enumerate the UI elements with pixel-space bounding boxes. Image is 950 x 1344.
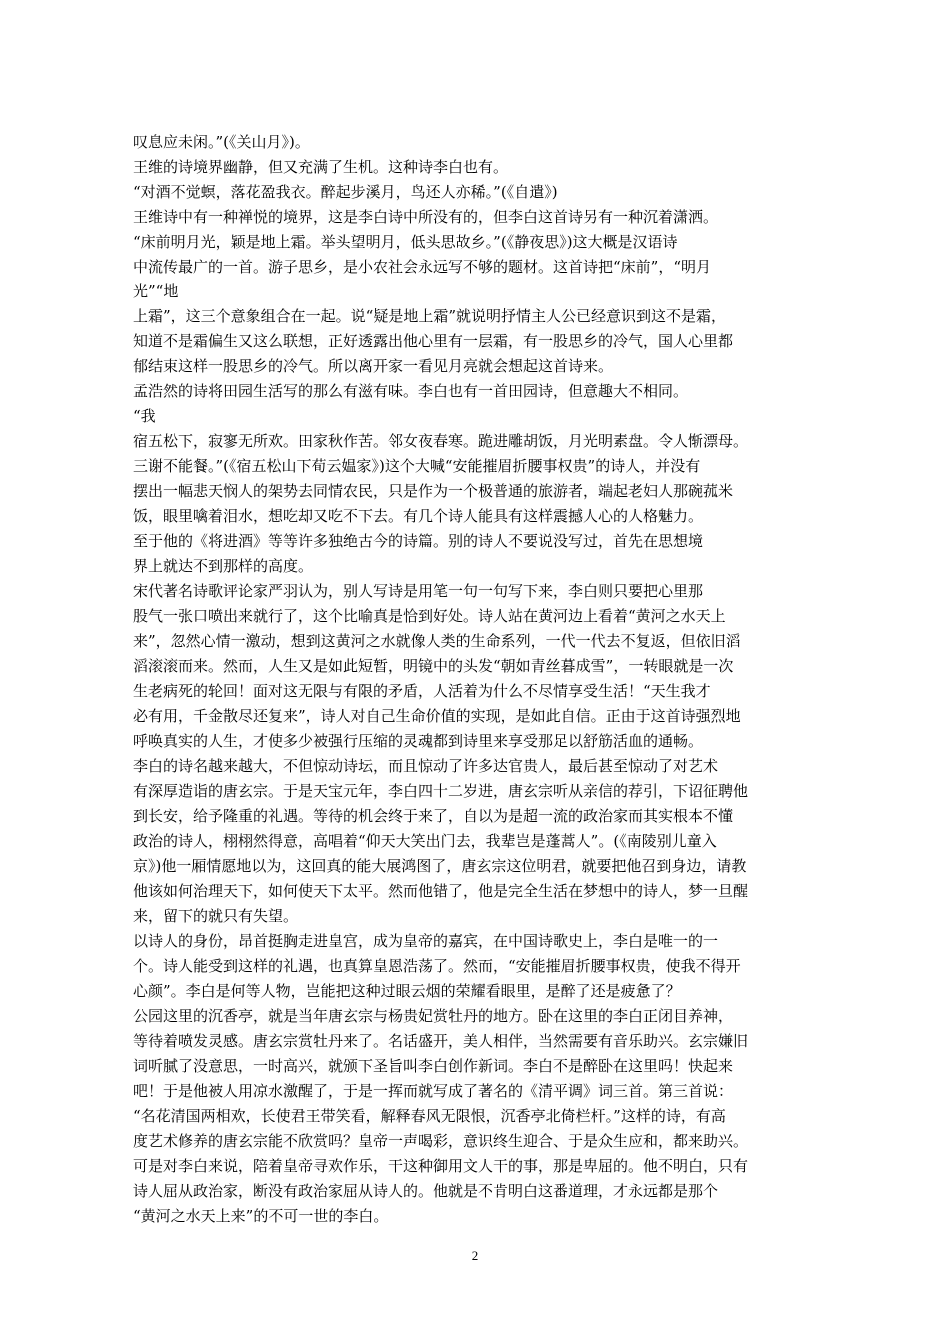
text-line: 等待着喷发灵感。唐玄宗赏牡丹来了。名话盛开，美人相伴，当然需要有音乐助兴。玄宗嫌旧: [133, 1032, 749, 1050]
text-line: 宿五松下，寂寥无所欢。田家秋作苦。邻女夜春寒。跪进雕胡饭，月光明素盘。令人惭漂母。: [133, 432, 749, 450]
page-number: 2: [471, 1248, 479, 1263]
text-line: 度艺术修养的唐玄宗能不欣赏吗？皇帝一声喝彩，意识终生迎合、于是众生应和，都来助兴。: [133, 1132, 749, 1150]
text-line: 股气一张口喷出来就行了，这个比喻真是恰到好处。诗人站在黄河边上看着“黄河之水天上: [133, 607, 726, 625]
text-line: 中流传最广的一首。游子思乡，是小农社会永远写不够的题材。这首诗把“床前”，“明月: [133, 258, 712, 276]
text-line: 叹息应未闲。”(《关山月》)。: [133, 133, 310, 151]
text-line: 心颜”。李白是何等人物，岂能把这种过眼云烟的荣耀看眼里，是醉了还是疲惫了？: [133, 982, 681, 1000]
text-line: 饭，眼里噙着泪水，想吃却又吃不下去。有几个诗人能具有这样震撼人心的人格魅力。: [133, 507, 704, 525]
text-line: “黄河之水天上来”的不可一世的李白。: [133, 1207, 389, 1225]
text-line: “床前明月光，颖是地上霜。举头望明月，低头思故乡。”(《静夜思》)这大概是汉语诗: [133, 233, 678, 251]
text-line: 生老病死的轮回！面对这无限与有限的矛盾，人活着为什么不尽情享受生活！“天生我才: [133, 682, 711, 700]
text-line: 政治的诗人，栩栩然得意，高唱着“仰天大笑出门去，我辈岂是蓬蒿人”。(《南陵别儿童入: [133, 832, 717, 850]
text-line: 王维的诗境界幽静，但又充满了生机。这种诗李白也有。: [133, 158, 509, 176]
text-line: 上霜”，这三个意象组合在一起。说“疑是地上霜”就说明抒情主人公已经意识到这不是霜，: [133, 307, 727, 325]
text-line: 呼唤真实的人生，才使多少被强行压缩的灵魂都到诗里来享受那足以舒筋活血的通畅。: [133, 732, 704, 750]
text-line: 个。诗人能受到这样的礼遇，也真算皇恩浩荡了。然而，“安能摧眉折腰事权贵，使我不得开: [133, 957, 741, 975]
text-line: 有深厚造诣的唐玄宗。于是天宝元年，李白四十二岁进，唐玄宗听从亲信的荐引，下诏征聘他: [133, 782, 749, 800]
text-line: “对酒不觉螟，落花盈我衣。醉起步溪月，鸟还人亦稀。”(《自遣》): [133, 183, 558, 201]
text-line: 孟浩然的诗将田园生活写的那么有滋有味。李白也有一首田园诗，但意趣大不相同。: [133, 382, 689, 400]
text-line: 公园这里的沉香亭，就是当年唐玄宗与杨贵妃赏牡丹的地方。卧在这里的李白正闭目养神，: [133, 1007, 734, 1025]
text-line: 以诗人的身份，昂首挺胸走进皇宫，成为皇帝的嘉宾，在中国诗歌史上，李白是唯一的一: [133, 932, 719, 950]
text-line: 可是对李白来说，陪着皇帝寻欢作乐，干这种御用文人干的事，那是卑屈的。他不明白，只有: [133, 1157, 749, 1175]
text-line: 郁结束这样一股思乡的冷气。所以离开家一看见月亮就会想起这首诗来。: [133, 357, 614, 375]
text-line: 至于他的《将进酒》等等许多独绝古今的诗篇。别的诗人不要说没写过，首先在思想境: [133, 532, 704, 550]
text-line: 三谢不能餐。”(《宿五松山下荀云媪家》)这个大喊“安能摧眉折腰事权贵”的诗人，并没有: [133, 457, 701, 475]
text-line: 诗人屈从政治家，断没有政治家屈从诗人的。他就是不肯明白这番道理，才永远都是那个: [133, 1182, 719, 1200]
text-line: 来，留下的就只有失望。: [133, 907, 299, 925]
text-line: 词听腻了没意思，一时高兴，就颁下圣旨叫李白创作新词。李白不是醉卧在这里吗！快起来: [133, 1057, 734, 1075]
text-line: 来”，忽然心情一激动，想到这黄河之水就像人类的生命系列，一代一代去不复返，但依旧滔: [133, 632, 741, 650]
text-line: 宋代著名诗歌评论家严羽认为，别人写诗是用笔一句一句写下来，李白则只要把心里那: [133, 582, 704, 600]
text-line: 他该如何治理天下，如何使天下太平。然而他错了，他是完全生活在梦想中的诗人，梦一旦醒: [133, 882, 749, 900]
text-line: “我: [133, 407, 156, 425]
text-line: “名花清国两相欢，长使君王带笑看，解释春风无限恨，沉香亭北倚栏杆。”这样的诗，有高: [133, 1107, 726, 1125]
text-line: 到长安，给予隆重的礼遇。等待的机会终于来了，自以为是超一流的政治家而其实根本不懂: [133, 807, 734, 825]
text-line: 界上就达不到那样的高度。: [133, 557, 314, 575]
text-line: 吧！于是他被人用凉水激醒了，于是一挥而就写成了著名的《清平调》词三首。第三首说：: [133, 1082, 734, 1100]
text-line: 京》)他一厢情愿地以为，这回真的能大展鸿图了，唐玄宗这位明君，就要把他召到身边，请教: [133, 857, 747, 875]
text-line: 摆出一幅悲天悯人的架势去同情农民，只是作为一个极普通的旅游者，端起老妇人那碗菰米: [133, 482, 734, 500]
text-line: 知道不是霜偏生又这么联想，正好透露出他心里有一层霜，有一股思乡的冷气，国人心里都: [133, 332, 734, 350]
text-line: 光”“地: [133, 282, 179, 300]
text-line: 滔滚滚而来。然而，人生又是如此短暂，明镜中的头发“朝如青丝暮成雪”，一转眼就是一次: [133, 657, 734, 675]
text-line: 李白的诗名越来越大，不但惊动诗坛，而且惊动了许多达官贵人，最后甚至惊动了对艺术: [133, 757, 719, 775]
text-line: 王维诗中有一种禅悦的境界，这是李白诗中所没有的，但李白这首诗另有一种沉着潇洒。: [133, 208, 719, 226]
text-line: 必有用，千金散尽还复来”，诗人对自己生命价值的实现，是如此自信。正由于这首诗强烈地: [133, 707, 741, 725]
